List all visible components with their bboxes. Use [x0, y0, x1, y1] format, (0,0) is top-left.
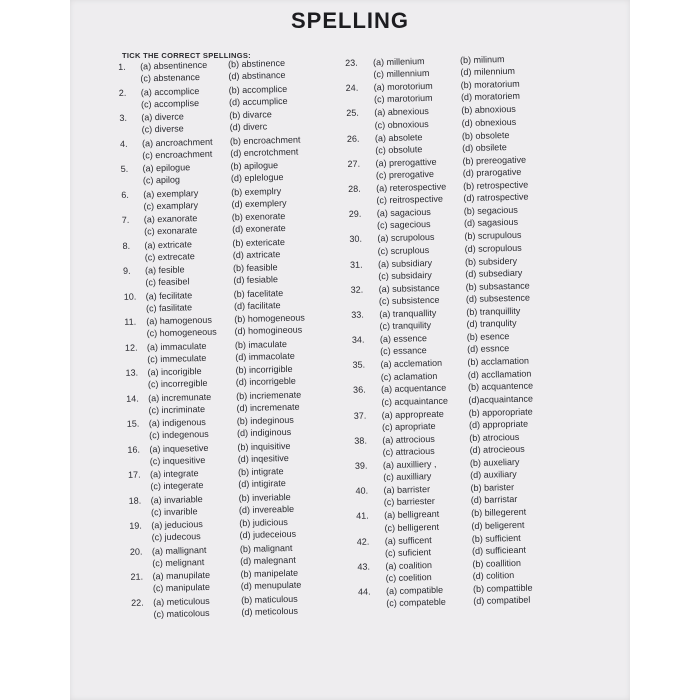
option-a[interactable]: (a) hamogenous — [146, 314, 212, 327]
page-title: SPELLING — [290, 8, 409, 33]
question-number: 22. — [131, 597, 144, 608]
option-d[interactable]: (d) scropulous — [464, 242, 522, 254]
option-a[interactable]: (a) integrate — [149, 468, 199, 480]
option-b[interactable]: (b) retrospective — [463, 179, 529, 192]
question-number: 7. — [121, 214, 130, 225]
option-c[interactable]: (c) aclamation — [380, 370, 438, 382]
option-b[interactable]: (b) divarce — [229, 109, 272, 121]
option-a[interactable]: (a) reterospective — [376, 181, 447, 194]
option-b[interactable]: (b) judicious — [239, 516, 288, 529]
option-d[interactable]: (d) tranqulity — [466, 318, 517, 330]
option-d[interactable]: (d) diverc — [229, 121, 268, 133]
option-c[interactable]: (c) homogeneous — [146, 326, 217, 339]
question-number: 8. — [122, 240, 131, 251]
option-a[interactable]: (a) manupilate — [152, 569, 211, 582]
option-d[interactable]: (d) barristar — [470, 494, 518, 506]
option-a[interactable]: (a) fecilitate — [145, 289, 193, 301]
option-a[interactable]: (a) essence — [379, 333, 428, 345]
option-d[interactable]: (d) abstinance — [228, 70, 286, 82]
option-b[interactable]: (b) auxeliary — [469, 456, 520, 469]
option-b[interactable]: (b) segacious — [463, 204, 518, 217]
option-d[interactable]: (d) subsediary — [465, 267, 523, 279]
option-c[interactable]: (c) diverse — [141, 123, 184, 135]
option-a[interactable]: (a) meticulous — [153, 595, 210, 607]
option-a[interactable]: (a) acquentance — [380, 383, 447, 395]
option-b[interactable]: (b) indeginous — [236, 414, 294, 427]
option-b[interactable]: (b) manipelate — [240, 567, 299, 580]
option-a[interactable]: (a) coalition — [385, 559, 433, 571]
option-d[interactable]: (d) obsilete — [462, 141, 507, 154]
option-d[interactable]: (d) beligerent — [471, 519, 525, 531]
option-c[interactable]: (c) tranquility — [379, 320, 432, 332]
question-number: 42. — [356, 536, 370, 547]
option-b[interactable]: (b) imaculate — [234, 338, 288, 350]
option-b[interactable]: (b) apporopriate — [468, 406, 533, 418]
option-b[interactable]: (b) tranquillity — [466, 305, 521, 317]
option-b[interactable]: (b) extericate — [232, 236, 286, 248]
option-c[interactable]: (c) accomplise — [140, 97, 200, 110]
option-c[interactable]: (c) extrecate — [144, 250, 195, 263]
option-c[interactable]: (c) attracious — [382, 446, 435, 458]
option-c[interactable]: (c) exonarate — [144, 225, 198, 237]
option-d[interactable]: (d) milennium — [460, 66, 516, 78]
option-b[interactable]: (b) sufficient — [471, 532, 521, 544]
option-b[interactable]: (b) inquisitive — [237, 440, 291, 452]
option-b[interactable]: (b) exemplry — [231, 185, 282, 197]
left-question-column — [118, 56, 362, 622]
option-d[interactable]: (d) facilitate — [233, 299, 281, 312]
option-a[interactable]: (a) sagacious — [376, 207, 431, 219]
option-b[interactable]: (b) atrocious — [469, 431, 520, 443]
question-number: 6. — [121, 189, 129, 200]
question-number: 41. — [356, 510, 369, 522]
option-a[interactable]: (a) immaculate — [146, 340, 207, 352]
option-d[interactable]: (d) obnexious — [461, 116, 517, 128]
option-a[interactable]: (a) belligreant — [384, 509, 440, 521]
option-c[interactable]: (c) reitrospective — [376, 193, 444, 206]
question-number: 18. — [128, 495, 142, 506]
option-a[interactable]: (a) scrupolous — [377, 232, 435, 244]
question-number: 28. — [348, 183, 361, 194]
question-item — [131, 592, 362, 623]
question-number: 17. — [127, 469, 141, 480]
option-c[interactable]: (c) millennium — [373, 68, 430, 80]
option-b[interactable]: (b) malignant — [239, 542, 293, 554]
option-c[interactable]: (c) compateble — [386, 596, 446, 609]
option-b[interactable]: (b) facelitate — [233, 287, 284, 299]
option-d[interactable]: (d) accumplice — [228, 95, 288, 108]
question-number: 23. — [345, 57, 358, 68]
question-number: 27. — [347, 158, 361, 169]
option-d[interactable]: (d) homogineous — [234, 324, 303, 337]
option-d[interactable]: (d) sagasious — [463, 217, 519, 229]
option-a[interactable]: (a) invariable — [150, 493, 203, 505]
option-d[interactable]: (d)acquaintance — [468, 393, 534, 405]
option-d[interactable]: (d) fesiable — [233, 274, 279, 286]
option-c[interactable]: (c) abstenance — [140, 72, 201, 84]
question-number: 13. — [125, 367, 139, 378]
option-d[interactable]: (d) essnce — [467, 343, 510, 355]
option-c[interactable]: (c) examplary — [143, 199, 199, 212]
option-d[interactable]: (d) auxiliary — [470, 469, 517, 481]
option-b[interactable]: (b) billegerent — [471, 507, 527, 519]
option-b[interactable]: (b) exenorate — [231, 210, 286, 223]
option-c[interactable]: (c) acquaintance — [381, 395, 449, 407]
option-d[interactable]: (d) appropriate — [468, 418, 529, 431]
question-number: 39. — [354, 460, 368, 471]
question-number: 43. — [357, 561, 371, 572]
option-d[interactable]: (d) malegnant — [240, 554, 296, 566]
option-c[interactable]: (c) belligerent — [384, 521, 440, 533]
right-question-column — [345, 51, 628, 612]
option-c[interactable]: (c) sagecious — [376, 219, 431, 231]
option-a[interactable]: (a) tranquallity — [379, 307, 437, 320]
question-number: 26. — [346, 133, 360, 144]
option-d[interactable]: (d) judeceious — [239, 529, 297, 541]
option-c[interactable]: (c) obsolute — [375, 143, 423, 156]
question-number: 40. — [355, 485, 369, 497]
question-number: 2. — [118, 87, 127, 98]
option-d[interactable]: (d) atrocieous — [469, 443, 525, 456]
option-a[interactable]: (a) appropreate — [381, 408, 444, 420]
question-number: 14. — [126, 393, 139, 404]
option-d[interactable]: (d) indiginous — [236, 427, 292, 439]
option-a[interactable]: (a) sufficent — [384, 534, 432, 546]
option-a[interactable]: (a) millenium — [372, 56, 425, 68]
option-b[interactable]: (b) prereogative — [462, 154, 527, 166]
option-b[interactable]: (b) moratorium — [460, 78, 520, 91]
option-b[interactable]: (b) intigrate — [237, 466, 284, 478]
option-a[interactable]: (a) auxilliery , — [382, 458, 437, 471]
option-b[interactable]: (b) acquantence — [467, 380, 534, 393]
option-c[interactable]: (c) immeculate — [147, 352, 207, 365]
question-number: 19. — [129, 520, 142, 531]
option-c[interactable]: (c) manipulate — [152, 582, 211, 594]
question-number: 11. — [124, 316, 137, 327]
option-d[interactable]: (d) sufficieant — [471, 544, 527, 556]
question-item — [358, 580, 629, 612]
option-d[interactable]: (d) incremenate — [236, 401, 300, 414]
option-d[interactable]: (d) moratoriem — [460, 91, 521, 103]
question-number: 33. — [351, 309, 364, 320]
option-a[interactable]: (a) abnexious — [374, 106, 429, 118]
question-number: 12. — [124, 342, 138, 353]
option-d[interactable]: (d) encrotchment — [230, 146, 299, 159]
question-number: 32. — [350, 284, 364, 295]
option-d[interactable]: (d) accllamation — [467, 368, 532, 380]
question-number: 36. — [353, 385, 366, 396]
option-a[interactable]: (a) exanorate — [143, 213, 198, 225]
option-c[interactable]: (c) scruplous — [377, 244, 430, 256]
option-b[interactable]: (b) encroachment — [229, 134, 301, 146]
question-number: 5. — [120, 163, 129, 174]
question-number: 37. — [353, 410, 367, 421]
option-c[interactable]: (c) barriester — [383, 496, 435, 508]
option-c[interactable]: (c) indegenous — [149, 429, 209, 441]
option-c[interactable]: (c) maticolous — [153, 607, 210, 620]
option-b[interactable]: (b) homogeneous — [234, 312, 305, 325]
option-c[interactable]: (c) incriminate — [148, 403, 206, 416]
option-a[interactable]: (a) epilogue — [142, 162, 191, 174]
option-a[interactable]: (a) fesible — [144, 264, 185, 276]
option-a[interactable]: (a) extricate — [144, 238, 193, 250]
option-c[interactable]: (c) apropriate — [381, 420, 436, 433]
option-b[interactable]: (b) esence — [466, 331, 510, 343]
option-c[interactable]: (c) judecous — [151, 531, 201, 543]
option-a[interactable]: (a) barrister — [383, 484, 431, 496]
option-c[interactable]: (c) prerogative — [375, 168, 435, 181]
question-number: 29. — [348, 208, 362, 220]
question-number: 1. — [118, 61, 126, 72]
question-number: 44. — [357, 586, 371, 597]
option-b[interactable]: (b) coallition — [472, 557, 522, 569]
option-a[interactable]: (a) subsistance — [378, 282, 440, 294]
option-b[interactable]: (b) maticulous — [241, 593, 298, 605]
option-b[interactable]: (b) accomplice — [228, 83, 288, 95]
option-b[interactable]: (b) compattible — [472, 582, 533, 594]
option-b[interactable]: (b) inveriable — [238, 491, 291, 503]
question-number: 10. — [123, 291, 137, 302]
option-d[interactable]: (d) axtricate — [232, 248, 281, 261]
option-b[interactable]: (b) abnoxious — [461, 104, 516, 116]
option-c[interactable]: (c) subsidairy — [378, 269, 432, 282]
option-c[interactable]: (c) coelition — [385, 572, 432, 584]
option-b[interactable]: (b) obsolete — [461, 129, 510, 141]
option-a[interactable]: (a) exemplary — [143, 187, 199, 199]
option-a[interactable]: (a) jeducious — [151, 519, 203, 531]
textbook-page — [70, 0, 630, 700]
option-c[interactable]: (c) essance — [380, 345, 427, 357]
option-d[interactable]: (d) ratrospective — [463, 191, 529, 204]
option-c[interactable]: (c) invarible — [150, 505, 198, 518]
option-c[interactable]: (c) feasibel — [145, 276, 190, 288]
option-c[interactable]: (c) apilog — [142, 174, 181, 186]
option-b[interactable]: (b) subsastance — [465, 280, 530, 292]
option-d[interactable]: (d) inqesitive — [237, 452, 289, 464]
question-number: 24. — [345, 82, 359, 94]
option-a[interactable]: (a) prerogattive — [375, 156, 437, 169]
option-d[interactable]: (d) exonerate — [232, 223, 286, 235]
option-d[interactable]: (d) compatibel — [473, 594, 531, 607]
question-number: 3. — [119, 112, 128, 123]
option-a[interactable]: (a) ancroachment — [141, 136, 213, 148]
option-d[interactable]: (d) meticolous — [241, 605, 299, 617]
option-a[interactable]: (a) indigenous — [148, 416, 206, 429]
option-c[interactable]: (c) auxilliary — [383, 471, 432, 483]
question-number: 34. — [351, 334, 365, 345]
question-number: 25. — [346, 108, 359, 119]
option-d[interactable]: (d) invereable — [238, 503, 295, 515]
option-a[interactable]: (a) acclemation — [380, 357, 443, 370]
option-d[interactable]: (d) prarogative — [462, 166, 522, 179]
option-d[interactable]: (d) subsestence — [465, 292, 531, 305]
option-d[interactable]: (d) incorrigeble — [235, 376, 297, 388]
question-number: 4. — [119, 138, 128, 149]
option-b[interactable]: (b) abstinence — [227, 57, 286, 70]
question-number: 15. — [126, 418, 140, 429]
question-number: 20. — [129, 546, 143, 557]
option-a[interactable]: (a) subsidiary — [377, 257, 433, 269]
option-b[interactable]: (b) scrupulous — [464, 230, 522, 242]
option-a[interactable]: (a) attrocious — [382, 433, 435, 446]
option-c[interactable]: (c) suficient — [384, 546, 432, 559]
option-a[interactable]: (a) compatible — [385, 584, 444, 597]
option-c[interactable]: (c) marotorium — [373, 93, 433, 105]
option-a[interactable]: (a) absentinence — [139, 59, 208, 72]
option-b[interactable]: (b) barister — [470, 482, 515, 494]
option-a[interactable]: (a) absolete — [374, 131, 423, 143]
option-a[interactable]: (a) incremunate — [148, 391, 212, 403]
question-number: 35. — [352, 359, 366, 371]
option-a[interactable]: (a) inquesetive — [149, 442, 209, 454]
option-b[interactable]: (b) feasible — [232, 262, 278, 274]
option-b[interactable]: (b) acclamation — [467, 355, 530, 368]
question-number: 31. — [349, 259, 363, 270]
question-number: 38. — [354, 435, 367, 446]
option-a[interactable]: (a) accomplice — [140, 85, 200, 97]
option-d[interactable]: (d) menupulate — [240, 579, 302, 592]
option-c[interactable]: (c) incorregible — [147, 378, 208, 390]
question-number: 9. — [122, 265, 131, 276]
instruction-text: TICK THE CORRECT SPELLINGS: — [122, 51, 251, 60]
option-b[interactable]: (b) apilogue — [230, 160, 279, 172]
option-a[interactable]: (a) morotorium — [373, 81, 433, 93]
question-number: 30. — [349, 233, 363, 245]
option-a[interactable]: (a) incorigible — [147, 366, 202, 378]
option-c[interactable]: (c) melignant — [152, 556, 205, 569]
option-d[interactable]: (d) exemplery — [231, 197, 287, 210]
option-d[interactable]: (d) intigirate — [238, 478, 286, 490]
option-c[interactable]: (c) subsistence — [378, 294, 440, 307]
option-c[interactable]: (c) inquesitive — [149, 454, 206, 467]
option-b[interactable]: (b) subsidery — [464, 255, 518, 267]
option-b[interactable]: (b) milinum — [459, 54, 505, 66]
option-c[interactable]: (c) encroachment — [142, 148, 213, 161]
option-a[interactable]: (a) mallignant — [151, 544, 207, 556]
option-c[interactable]: (c) obnoxious — [374, 118, 429, 130]
option-b[interactable]: (b) incriemenate — [236, 389, 302, 401]
question-number: 16. — [127, 444, 141, 455]
question-number: 21. — [130, 571, 144, 582]
option-d[interactable]: (d) eplelogue — [230, 172, 284, 184]
option-a[interactable]: (a) diverce — [141, 111, 184, 123]
option-d[interactable]: (d) colition — [472, 570, 515, 582]
option-b[interactable]: (b) incorrigible — [235, 363, 293, 376]
option-c[interactable]: (c) integerate — [150, 480, 204, 492]
option-d[interactable]: (d) immacolate — [235, 350, 295, 363]
option-c[interactable]: (c) fasilitate — [145, 302, 193, 314]
